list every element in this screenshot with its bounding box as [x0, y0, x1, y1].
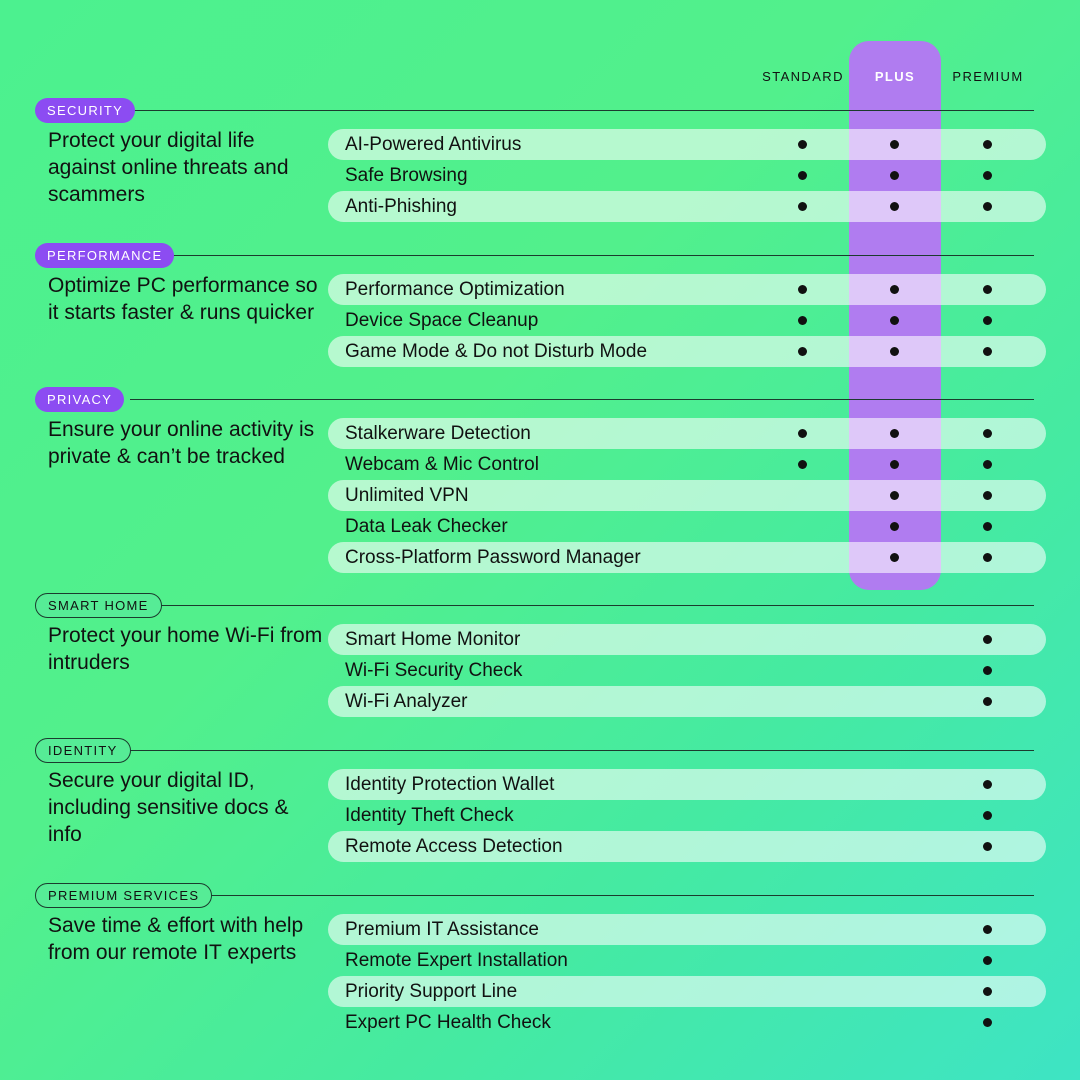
- feature-row: [328, 449, 1046, 480]
- included-dot-premium-icon: [983, 285, 992, 294]
- feature-label: Unlimited VPN: [345, 485, 469, 506]
- section-badge: PERFORMANCE: [35, 243, 174, 268]
- included-dot-standard-icon: [798, 429, 807, 438]
- feature-label: Expert PC Health Check: [345, 1012, 551, 1033]
- feature-label: Priority Support Line: [345, 981, 518, 1002]
- included-dot-premium-icon: [983, 987, 992, 996]
- section-description: Ensure your online activity is private & can’t be tracked: [48, 418, 315, 468]
- feature-row: [328, 914, 1046, 945]
- included-dot-standard-icon: [798, 460, 807, 469]
- column-header-plus: PLUS: [874, 69, 916, 84]
- feature-label: Wi-Fi Analyzer: [345, 691, 468, 712]
- feature-row: [328, 160, 1046, 191]
- included-dot-premium-icon: [983, 316, 992, 325]
- included-dot-plus-icon: [890, 429, 899, 438]
- feature-row: [328, 274, 1046, 305]
- included-dot-standard-icon: [798, 140, 807, 149]
- included-dot-premium-icon: [983, 1018, 992, 1027]
- included-dot-premium-icon: [983, 956, 992, 965]
- feature-label: Data Leak Checker: [345, 516, 508, 537]
- included-dot-standard-icon: [798, 316, 807, 325]
- included-dot-plus-icon: [890, 140, 899, 149]
- section-badge: PREMIUM SERVICES: [35, 883, 212, 908]
- feature-row: [328, 191, 1046, 222]
- feature-row: [328, 305, 1046, 336]
- section-divider: [130, 110, 1034, 111]
- feature-label: Webcam & Mic Control: [345, 454, 539, 475]
- included-dot-premium-icon: [983, 202, 992, 211]
- column-header-standard: STANDARD: [762, 69, 844, 84]
- section-description: Secure your digital ID, including sensitive docs & info: [48, 769, 289, 846]
- feature-row: [328, 542, 1046, 573]
- included-dot-standard-icon: [798, 347, 807, 356]
- included-dot-plus-icon: [890, 553, 899, 562]
- feature-row: [328, 831, 1046, 862]
- section-divider: [130, 399, 1034, 400]
- section-description: Protect your home Wi-Fi from intruders: [48, 624, 323, 674]
- section-badge: IDENTITY: [35, 738, 131, 763]
- section-description: Optimize PC performance so it starts faster & runs quicker: [48, 274, 318, 324]
- feature-label: Smart Home Monitor: [345, 629, 521, 650]
- section-divider: [130, 895, 1034, 896]
- feature-label: Performance Optimization: [345, 279, 565, 300]
- feature-label: Remote Access Detection: [345, 836, 563, 857]
- section-description: Protect your digital life against online threats and scammers: [48, 129, 289, 206]
- included-dot-plus-icon: [890, 171, 899, 180]
- section-badge: SECURITY: [35, 98, 135, 123]
- feature-row: [328, 686, 1046, 717]
- included-dot-standard-icon: [798, 202, 807, 211]
- feature-row: [328, 336, 1046, 367]
- feature-label: Game Mode & Do not Disturb Mode: [345, 341, 648, 362]
- included-dot-plus-icon: [890, 347, 899, 356]
- feature-row: [328, 1007, 1046, 1038]
- feature-label: Remote Expert Installation: [345, 950, 568, 971]
- included-dot-premium-icon: [983, 780, 992, 789]
- included-dot-premium-icon: [983, 140, 992, 149]
- feature-row: [328, 976, 1046, 1007]
- feature-label: Identity Protection Wallet: [345, 774, 555, 795]
- feature-label: Anti-Phishing: [345, 196, 457, 217]
- feature-row: [328, 624, 1046, 655]
- feature-label: Wi-Fi Security Check: [345, 660, 523, 681]
- included-dot-standard-icon: [798, 171, 807, 180]
- included-dot-plus-icon: [890, 316, 899, 325]
- feature-label: Device Space Cleanup: [345, 310, 539, 331]
- feature-row: [328, 800, 1046, 831]
- section-description: Save time & effort with help from our remote IT experts: [48, 914, 304, 964]
- included-dot-premium-icon: [983, 171, 992, 180]
- section-badge: SMART HOME: [35, 593, 162, 618]
- included-dot-premium-icon: [983, 842, 992, 851]
- included-dot-premium-icon: [983, 811, 992, 820]
- included-dot-plus-icon: [890, 491, 899, 500]
- included-dot-standard-icon: [798, 285, 807, 294]
- feature-row: [328, 418, 1046, 449]
- section-divider: [130, 605, 1034, 606]
- included-dot-premium-icon: [983, 666, 992, 675]
- section-badge: PRIVACY: [35, 387, 124, 412]
- feature-row: [328, 129, 1046, 160]
- feature-row: [328, 769, 1046, 800]
- included-dot-premium-icon: [983, 347, 992, 356]
- included-dot-plus-icon: [890, 202, 899, 211]
- section-divider: [130, 255, 1034, 256]
- included-dot-premium-icon: [983, 460, 992, 469]
- feature-label: Stalkerware Detection: [345, 423, 531, 444]
- column-header-premium: PREMIUM: [952, 69, 1024, 84]
- included-dot-premium-icon: [983, 429, 992, 438]
- feature-row: [328, 655, 1046, 686]
- feature-row: [328, 945, 1046, 976]
- included-dot-premium-icon: [983, 522, 992, 531]
- feature-label: AI-Powered Antivirus: [345, 134, 522, 155]
- feature-label: Cross-Platform Password Manager: [345, 547, 641, 568]
- section-divider: [130, 750, 1034, 751]
- included-dot-premium-icon: [983, 635, 992, 644]
- feature-label: Identity Theft Check: [345, 805, 514, 826]
- feature-label: Safe Browsing: [345, 165, 468, 186]
- included-dot-premium-icon: [983, 491, 992, 500]
- included-dot-premium-icon: [983, 697, 992, 706]
- included-dot-plus-icon: [890, 460, 899, 469]
- feature-row: [328, 480, 1046, 511]
- included-dot-plus-icon: [890, 285, 899, 294]
- feature-label: Premium IT Assistance: [345, 919, 539, 940]
- feature-row: [328, 511, 1046, 542]
- included-dot-premium-icon: [983, 925, 992, 934]
- included-dot-plus-icon: [890, 522, 899, 531]
- included-dot-premium-icon: [983, 553, 992, 562]
